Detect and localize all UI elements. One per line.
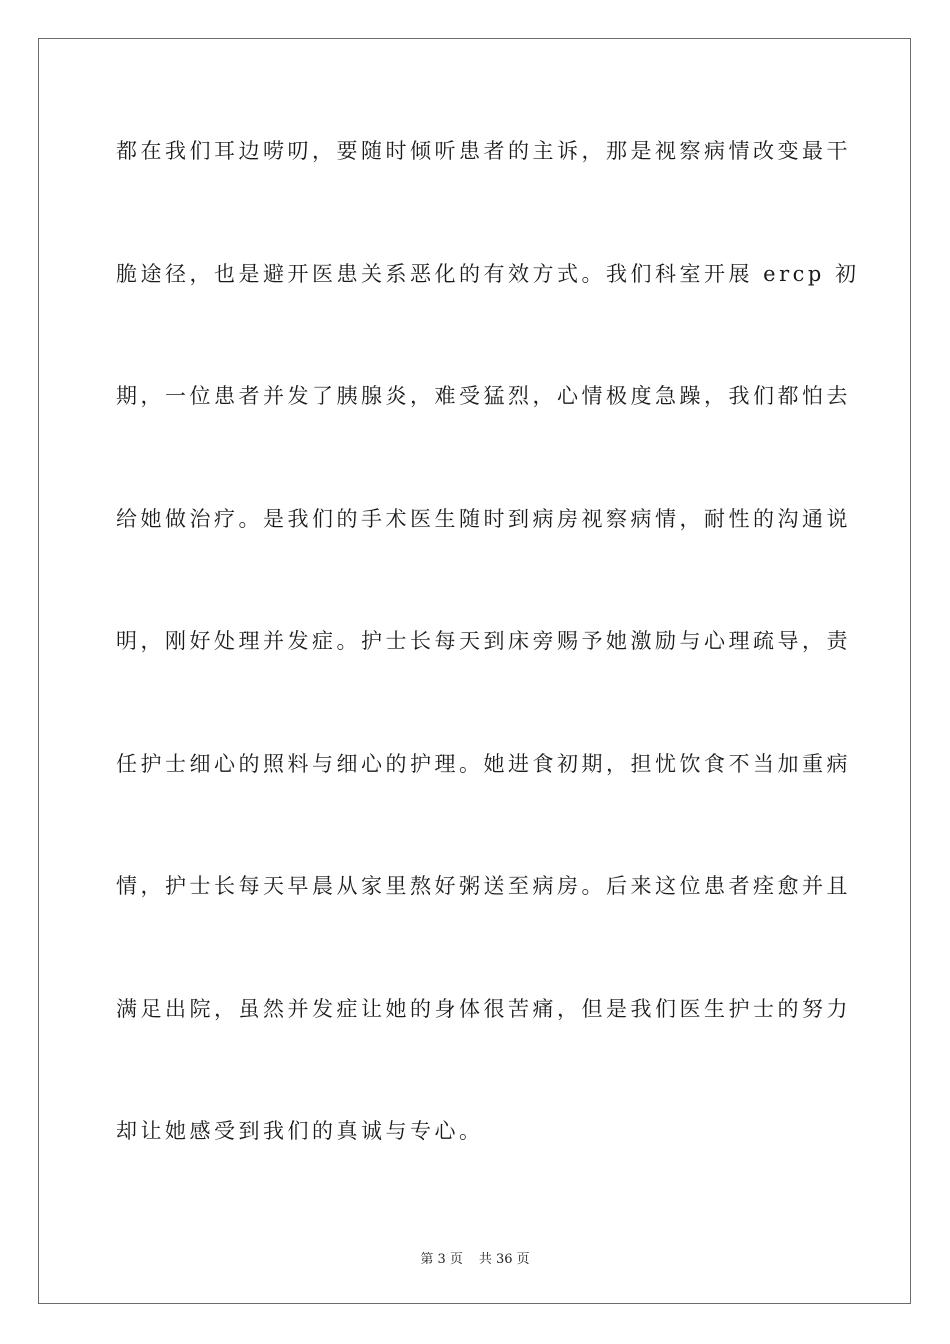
text-line: 满足出院，虽然并发症让她的身体很苦痛，但是我们医生护士的努力 [116,996,851,1021]
text-line: 都在我们耳边唠叨，要随时倾听患者的主诉，那是视察病情改变最干 [116,139,851,163]
text-line: 任护士细心的照料与细心的护理。她进食初期，担忧饮食不当加重病 [116,751,851,776]
document-body [116,134,860,1237]
text-line: 脆途径，也是避开医患关系恶化的有效方式。我们科室开展 ercp 初 [116,261,860,286]
text-line: 给她做治疗。是我们的手术医生随时到病房视察病情，耐性的沟通说 [116,506,851,531]
text-line: 期，一位患者并发了胰腺炎，难受猛烈，心情极度急躁，我们都怕去 [116,384,851,408]
text-line: 明，刚好处理并发症。护士长每天到床旁赐予她激励与心理疏导，责 [116,629,851,653]
total-pages: 共 36 页 [478,1252,530,1267]
page-footer [0,1248,950,1267]
text-line: 却让她感受到我们的真诚与专心。 [116,1119,484,1143]
text-line: 情，护士长每天早晨从家里熬好粥送至病房。后来这位患者痊愈并且 [116,874,851,898]
page-number: 第 3 页 [420,1252,463,1267]
